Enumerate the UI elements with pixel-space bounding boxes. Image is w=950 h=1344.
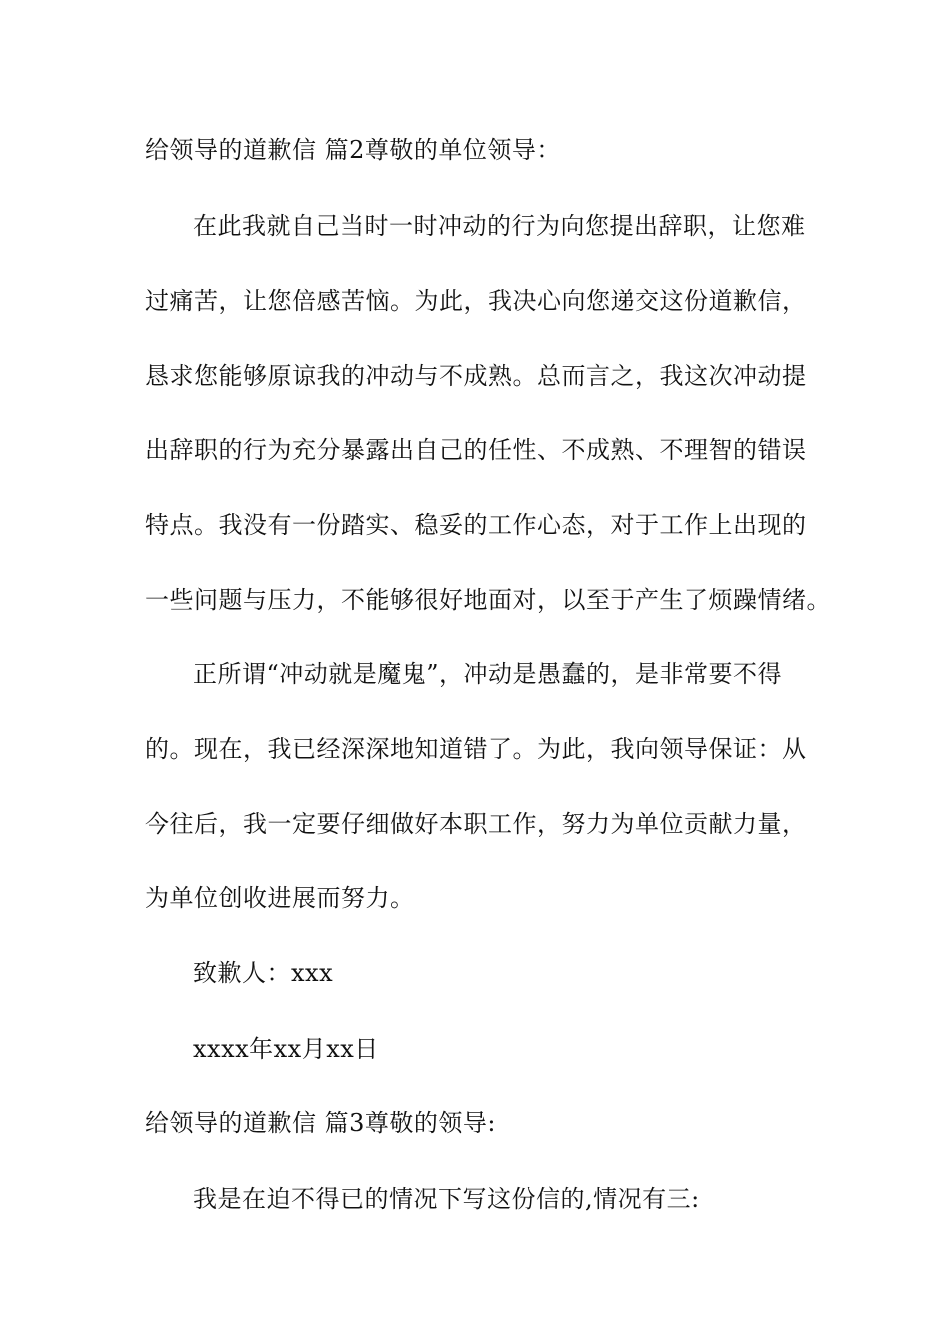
signature-line: 致歉人：xxx [193,959,334,987]
paragraph-line: 在此我就自己当时一时冲动的行为向您提出辞职，让您难 [193,212,806,240]
paragraph-line: 正所谓“冲动就是魔鬼”，冲动是愚蠢的，是非常要不得 [193,660,783,688]
paragraph-line: 过痛苦，让您倍感苦恼。为此，我决心向您递交这份道歉信， [145,287,807,315]
paragraph-line: 出辞职的行为充分暴露出自己的任性、不成熟、不理智的错误 [145,436,807,464]
paragraph-line: 我是在迫不得已的情况下写这份信的,情况有三: [193,1185,700,1213]
paragraph-line: 的。现在，我已经深深地知道错了。为此，我向领导保证：从 [145,735,807,763]
paragraph-line: 为单位创收进展而努力。 [145,884,415,912]
letter-heading-3: 给领导的道歉信 篇3尊敬的领导: [145,1109,496,1137]
date-line: xxxx年xx月xx日 [193,1035,379,1063]
paragraph-line: 恳求您能够原谅我的冲动与不成熟。总而言之，我这次冲动提 [145,362,807,390]
letter-heading-2: 给领导的道歉信 篇2尊敬的单位领导： [145,136,561,164]
paragraph-line: 今往后，我一定要仔细做好本职工作，努力为单位贡献力量， [145,810,807,838]
paragraph-line: 特点。我没有一份踏实、稳妥的工作心态，对于工作上出现的 [145,511,807,539]
paragraph-line: 一些问题与压力，不能够很好地面对，以至于产生了烦躁情绪。 [145,586,831,614]
